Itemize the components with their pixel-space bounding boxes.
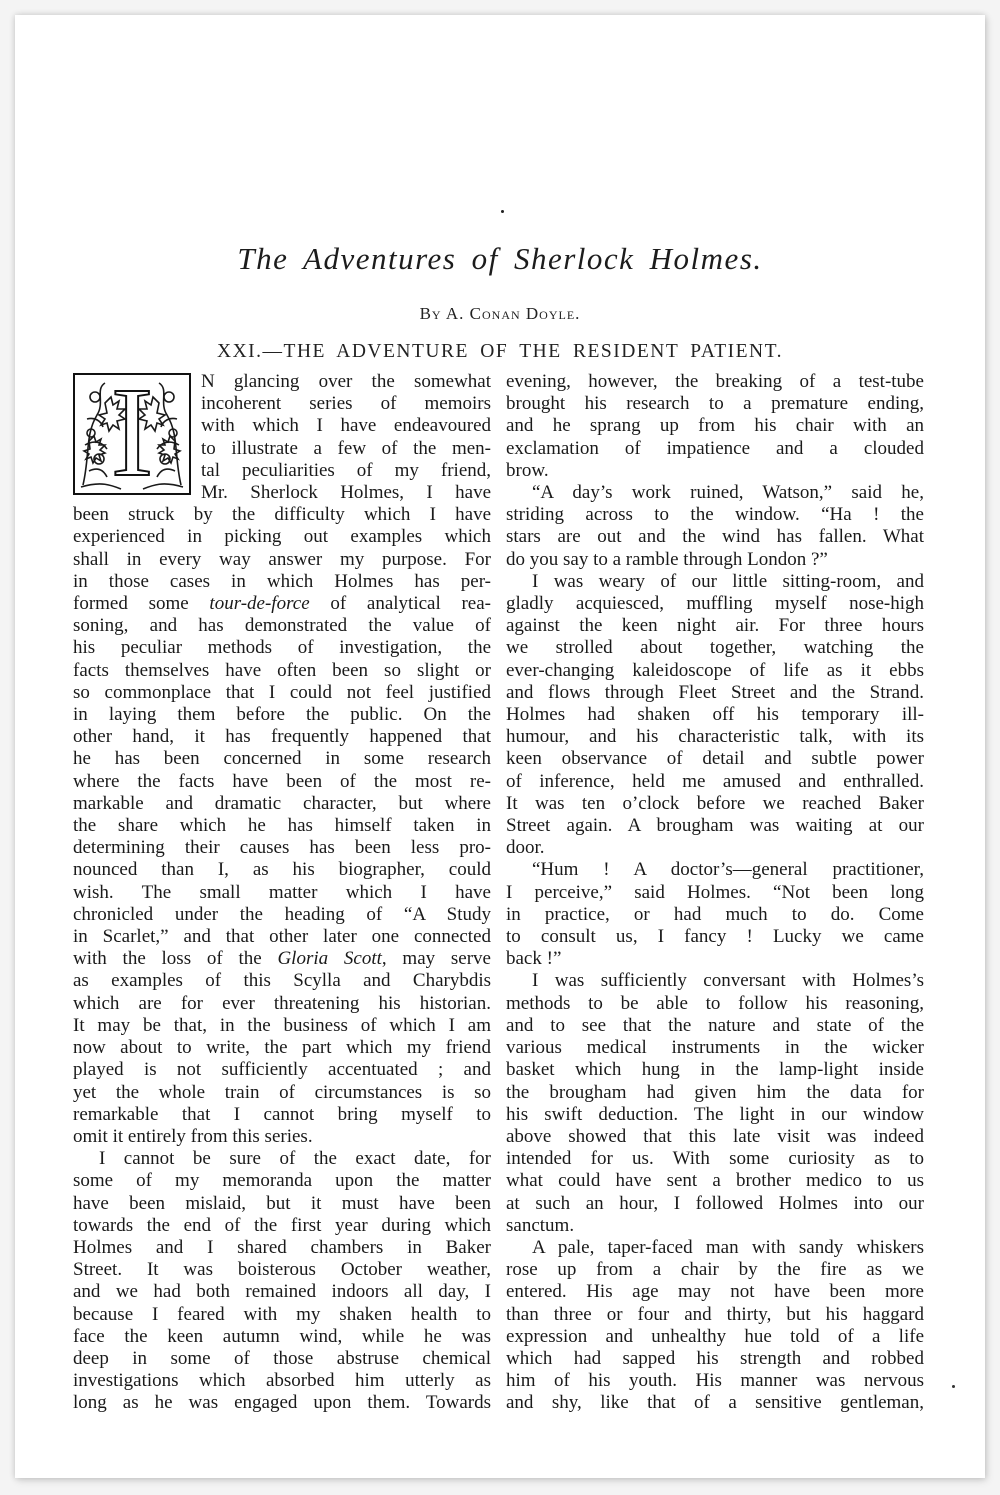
text-line: which had sapped his strength and robbed	[506, 1347, 924, 1369]
text-line: ever-changing kaleidoscope of life as it ebbs	[506, 659, 924, 681]
text-line: so commonplace that I could not feel justified	[73, 681, 491, 703]
text-line: do you say to a ramble through London ?”	[506, 548, 828, 570]
right-column-text	[506, 371, 924, 1415]
left-column	[73, 361, 491, 1415]
text-line: incoherent series of memoirs	[201, 393, 491, 415]
text-line: he has been concerned in some research	[73, 748, 491, 770]
text-line: with the loss of the Gloria Scott, may serve	[73, 948, 491, 970]
text-line: what could have sent a brother medico to us	[506, 1170, 924, 1192]
text-line: long as he was engaged upon them. Towards	[73, 1392, 491, 1414]
print-speck	[952, 1385, 955, 1388]
text-line: him of his youth. His manner was nervous	[506, 1370, 924, 1392]
text-line: in those cases in which Holmes has per-	[73, 570, 491, 592]
text-line: Street. It was boisterous October weather,	[73, 1259, 491, 1281]
text-line: been struck by the difficulty which I have	[73, 504, 491, 526]
text-line: “Hum ! A doctor’s—general practitioner,	[532, 859, 924, 881]
text-line: which are for ever threatening his historian.	[73, 992, 491, 1014]
text-line: in Scarlet,” and that other later one connected	[73, 926, 491, 948]
text-line: rose up from a chair by the fire as we	[506, 1259, 924, 1281]
text-line: humour, and his characteristic talk, with its	[506, 726, 924, 748]
text-line: the brougham had given him the data for	[506, 1081, 924, 1103]
text-line: chronicled under the heading of “A Study	[73, 903, 491, 925]
text-line: and shy, like that of a sensitive gentleman,	[506, 1392, 924, 1414]
text-line: keen observance of detail and subtle power	[506, 748, 924, 770]
text-line: of inference, held me amused and enthralled.	[506, 770, 924, 792]
text-line: facts themselves have often been so slight or	[73, 659, 491, 681]
text-line: face the keen autumn wind, while he was	[73, 1325, 491, 1347]
text-line: evening, however, the breaking of a test-tube	[506, 371, 924, 392]
text-line: against the keen night air. For three hours	[506, 615, 924, 637]
text-line: Holmes had shaken off his temporary ill-	[506, 704, 924, 726]
text-line: than three or four and thirty, but his haggard	[506, 1303, 924, 1325]
text-line: methods to be able to follow his reasoning,	[506, 992, 924, 1014]
text-line: brought his research to a premature ending,	[506, 393, 924, 415]
text-line: yet the whole train of circumstances is so	[73, 1081, 491, 1103]
text-line: to consult us, I fancy ! Lucky we came	[506, 926, 924, 948]
page-title: The Adventures of Sherlock Holmes.	[237, 241, 763, 276]
text-line: to illustrate a few of the men-	[201, 437, 491, 459]
text-line: striding across to the window. “Ha ! the	[506, 504, 924, 526]
left-column-text	[73, 371, 491, 1415]
text-line: I perceive,” said Holmes. “Not been long	[506, 881, 924, 903]
text-line: wish. The small matter which I have	[73, 881, 491, 903]
text-line: with which I have endeavoured	[201, 415, 491, 437]
text-line: “A day’s work ruined, Watson,” said he,	[532, 482, 924, 504]
text-line: towards the end of the first year during which	[73, 1214, 491, 1236]
text-line: and to see that the nature and state of the	[506, 1014, 924, 1036]
text-line: in practice, or had much to do. Come	[506, 903, 924, 925]
text-line: nounced than I, as his biographer, could	[73, 859, 491, 881]
text-line: door.	[506, 837, 545, 859]
text-line: I was weary of our little sitting-room, and	[532, 570, 924, 592]
text-line: determining their causes has been less pro-	[73, 837, 491, 859]
text-line: expression and unhealthy hue told of a life	[506, 1325, 924, 1347]
italic-title: Gloria Scott	[277, 948, 382, 970]
author-byline: By A. Conan Doyle.	[419, 304, 581, 323]
text-line: because I feared with my shaken health to	[73, 1303, 491, 1325]
text-line: and he sprang up from his chair with an	[506, 415, 924, 437]
text-line: exclamation of impatience and a clouded	[506, 437, 924, 459]
drop-cap-letter: I	[110, 361, 154, 503]
text-line: his swift deduction. The light in our window	[506, 1103, 924, 1125]
text-line: we strolled about together, watching the	[506, 637, 924, 659]
text-line: various medical instruments in the wicker	[506, 1037, 924, 1059]
text-line: formed some tour-de-force of analytical rea-	[73, 593, 491, 615]
text-line: above showed that this late visit was indeed	[506, 1125, 924, 1147]
text-line: I was sufficiently conversant with Holmes’s	[532, 970, 924, 992]
text-line: tal peculiarities of my friend,	[201, 459, 491, 481]
text-line: and we had both remained indoors all day, I	[73, 1281, 491, 1303]
text-line: deep in some of those abstruse chemical	[73, 1347, 491, 1369]
magazine-page	[15, 15, 985, 1478]
text-line: as examples of this Scylla and Charybdis	[73, 970, 491, 992]
text-line: N glancing over the somewhat	[201, 371, 491, 392]
text-line: at such an hour, I followed Holmes into our	[506, 1192, 924, 1214]
text-line: It was ten o’clock before we reached Baker	[506, 792, 924, 814]
text-line: the share which he has himself taken in	[73, 815, 491, 837]
text-line: experienced in picking out examples which	[73, 526, 491, 548]
text-line: and flows through Fleet Street and the Strand.	[506, 681, 924, 703]
chapter-heading: XXI.—THE ADVENTURE OF THE RESIDENT PATIENT.	[217, 341, 783, 362]
italic-title: tour-de-force	[209, 593, 310, 615]
right-column	[506, 371, 924, 1415]
print-speck	[501, 210, 504, 213]
text-line: other hand, it has frequently happened that	[73, 726, 491, 748]
ornamental-drop-cap-icon	[73, 361, 191, 503]
text-line: soning, and has demonstrated the value of	[73, 615, 491, 637]
text-line: remarkable that I cannot bring myself to	[73, 1103, 491, 1125]
text-line: some of my memoranda upon the matter	[73, 1170, 491, 1192]
text-line: in laying them before the public. On the	[73, 704, 491, 726]
text-line: brow.	[506, 459, 549, 481]
text-line: stars are out and the wind has fallen. What	[506, 526, 924, 548]
text-line: where the facts have been of the most re-	[73, 770, 491, 792]
text-line: markable and dramatic character, but where	[73, 792, 491, 814]
text-line: basket which hung in the lamp-light inside	[506, 1059, 924, 1081]
text-line: have been mislaid, but it must have been	[73, 1192, 491, 1214]
text-line: omit it entirely from this series.	[73, 1125, 313, 1147]
text-line: I cannot be sure of the exact date, for	[99, 1148, 491, 1170]
text-line: A pale, taper-faced man with sandy whiskers	[532, 1236, 924, 1258]
text-line: Holmes and I shared chambers in Baker	[73, 1236, 491, 1258]
text-line: shall in every way answer my purpose. For	[73, 548, 491, 570]
text-line: Street again. A brougham was waiting at our	[506, 815, 924, 837]
text-line: intended for us. With some curiosity as to	[506, 1148, 924, 1170]
text-line: back !”	[506, 948, 562, 970]
text-line: sanctum.	[506, 1214, 575, 1236]
text-line: gladly acquiesced, muffling myself nose-high	[506, 593, 924, 615]
text-line: It may be that, in the business of which I am	[73, 1014, 491, 1036]
text-line: Mr. Sherlock Holmes, I have	[201, 482, 491, 504]
text-line: played is not sufficiently accentuated ; and	[73, 1059, 491, 1081]
text-line: entered. His age may not have been more	[506, 1281, 924, 1303]
text-line: his peculiar methods of investigation, the	[73, 637, 491, 659]
text-line: investigations which absorbed him utterly as	[73, 1370, 491, 1392]
text-line: now about to write, the part which my friend	[73, 1037, 491, 1059]
